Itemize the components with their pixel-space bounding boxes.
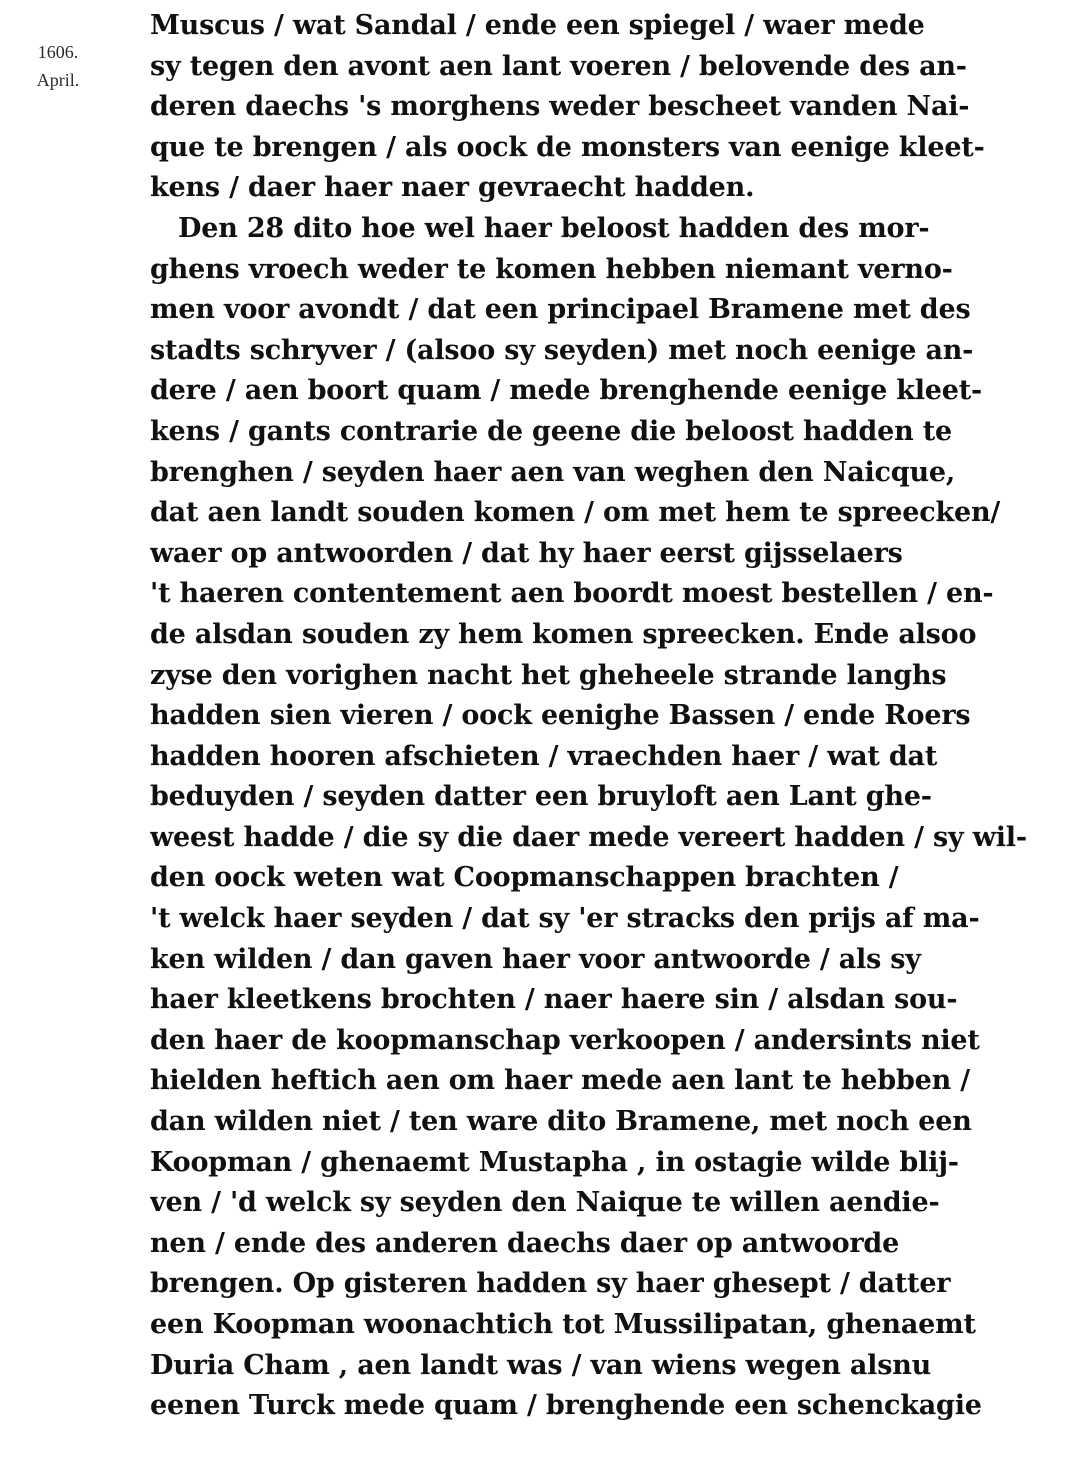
- text-line: ghens vroech weder te komen hebben niemant verno-: [150, 253, 953, 285]
- text-line: Muscus / wat Sandal / ende een spiegel / waer mede: [150, 10, 925, 41]
- text-line: 't welck haer seyden / dat sy 'er stracks den prijs af ma-: [150, 903, 980, 935]
- text-line: Koopman / ghenaemt Mustapha , in ostagie wilde blij-: [150, 1146, 959, 1178]
- text-line: weest hadde / die sy die daer mede vereert hadden / sy wil-: [150, 821, 1027, 853]
- text-line: dan wilden niet / ten ware dito Bramene, met noch een: [150, 1106, 972, 1138]
- text-line: Duria Cham , aen landt was / van wiens wegen alsnu: [150, 1349, 932, 1381]
- text-line: eenen Turck mede quam / brenghende een schenckagie: [150, 1390, 982, 1422]
- text-line: que te brengen / als oock de monsters van eenige kleet-: [150, 131, 985, 163]
- text-line: 't haeren contentement aen boordt moest bestellen / en-: [150, 578, 994, 610]
- text-line: deren daechs 's morghens weder bescheet vanden Nai-: [150, 91, 970, 123]
- body-text-column: [150, 6, 1055, 1427]
- text-line: een Koopman woonachtich tot Mussilipatan, ghenaemt: [150, 1309, 976, 1340]
- text-line: beduyden / seyden datter een bruyloft aen Lant ghe-: [150, 781, 932, 813]
- text-line: hielden heftich aen om haer mede aen lant te hebben /: [150, 1065, 970, 1097]
- text-line: ken wilden / dan gaven haer voor antwoorde / als sy: [150, 943, 921, 975]
- text-line: zyse den vorighen nacht het gheheele strande langhs: [150, 659, 947, 691]
- text-line: den oock weten wat Coopmanschappen brachten /: [150, 862, 899, 894]
- text-line: de alsdan souden zy hem komen spreecken. Ende alsoo: [150, 618, 977, 650]
- margin-month: April.: [36, 70, 80, 90]
- text-line: dat aen landt souden komen / om met hem te spreecken/: [150, 497, 1001, 529]
- text-line: brengen. Op gisteren hadden sy haer ghesept / datter: [150, 1268, 951, 1300]
- text-line: hadden hooren afschieten / vraechden haer / wat dat: [150, 740, 938, 772]
- text-line: hadden sien vieren / oock eenighe Bassen / ende Roers: [150, 700, 971, 732]
- text-line: haer kleetkens brochten / naer haere sin / alsdan sou-: [150, 984, 958, 1016]
- text-line: sy tegen den avont aen lant voeren / belovende des an-: [150, 50, 967, 82]
- text-line: dere / aen boort quam / mede brenghende eenige kleet-: [150, 375, 983, 407]
- text-line: kens / gants contrarie de geene die beloost hadden te: [150, 415, 952, 447]
- text-line: den haer de koopmanschap verkoopen / andersints niet: [150, 1024, 980, 1056]
- text-line: waer op antwoorden / dat hy haer eerst gijsselaers: [150, 537, 903, 569]
- paragraph-start-line: Den 28 dito hoe wel haer beloost hadden des mor-: [178, 212, 930, 244]
- text-line: nen / ende des anderen daechs daer op antwoorde: [150, 1227, 900, 1259]
- margin-date-note: [18, 38, 98, 94]
- margin-year: 1606.: [37, 42, 79, 62]
- text-line: men voor avondt / dat een principael Bramene met des: [150, 294, 971, 326]
- text-line: stadts schryver / (alsoo sy seyden) met noch eenige an-: [150, 334, 974, 366]
- text-line: ven / 'd welck sy seyden den Naique te willen aendie-: [150, 1187, 940, 1219]
- text-line: brenghen / seyden haer aen van weghen den Naicque,: [150, 456, 956, 488]
- text-line: kens / daer haer naer gevraecht hadden.: [150, 172, 755, 204]
